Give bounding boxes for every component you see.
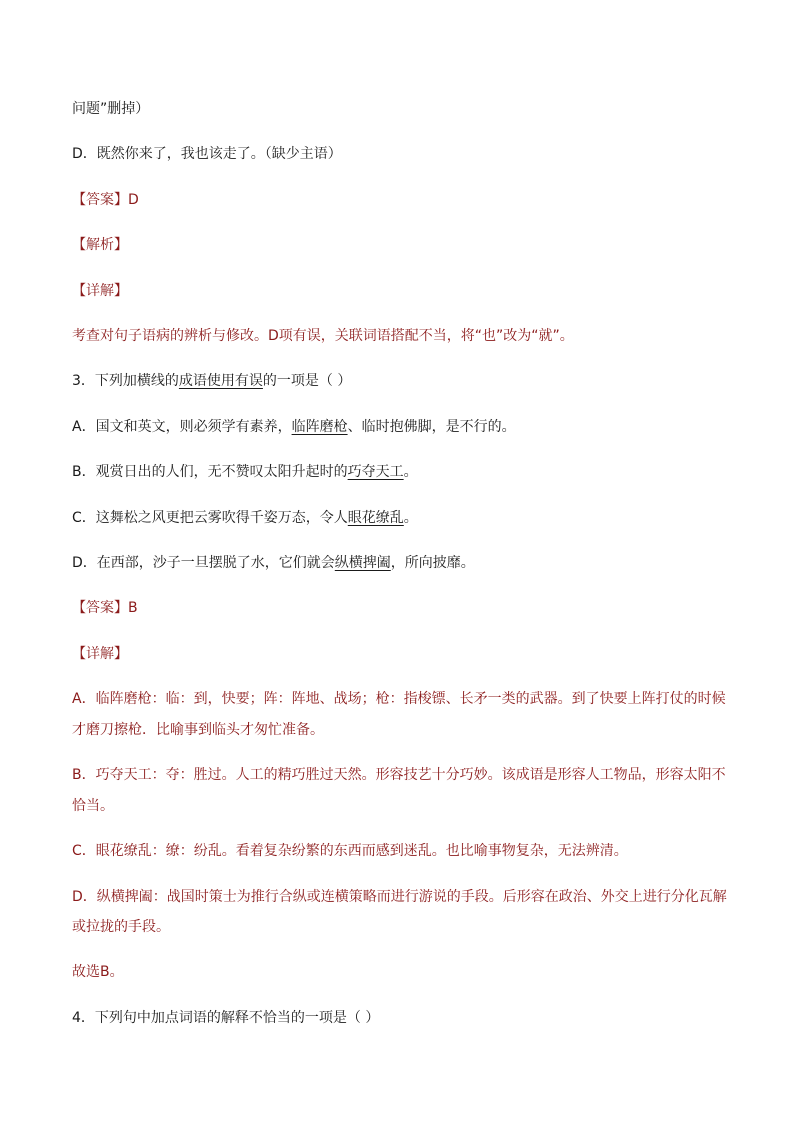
q3-exp-d-line1: D．纵横捭阖：战国时策士为推行合纵或连横策略而进行游说的手段。后形容在政治、外交上进行分化瓦解 xyxy=(72,889,727,905)
q3-stem xyxy=(72,370,351,392)
q3-option-d xyxy=(72,552,475,574)
q3-exp-b-line2: 恰当。 xyxy=(72,798,114,814)
q3-exp-d-line2: 或拉拢的手段。 xyxy=(72,919,170,935)
q3-option-a-post: 、临时抱佛脚，是不行的。 xyxy=(347,419,516,435)
q3-option-d-pre: D．在西部，沙子一旦摆脱了水，它们就会 xyxy=(72,555,335,571)
q2-detail-text: 考查对句子语病的辨析与修改。D项有误，关联词语搭配不当，将“也”改为“就”。 xyxy=(72,328,574,344)
q3-option-b xyxy=(72,461,418,483)
answer-value: D xyxy=(128,192,139,208)
q3-option-d-post: ，所向披靡。 xyxy=(390,555,475,571)
detail-label: 【详解】 xyxy=(72,283,128,299)
q3-conclusion: 故选B。 xyxy=(72,964,124,980)
q3-exp-a-line2: 才磨刀擦枪．比喻事到临头才匆忙准备。 xyxy=(72,722,324,738)
q2-answer xyxy=(72,189,139,211)
q3-option-b-pre: B．观赏日出的人们，无不赞叹太阳升起时的 xyxy=(72,464,348,480)
q3-option-c-post: 。 xyxy=(403,510,418,526)
q2-option-d: D．既然你来了，我也该走了。（缺少主语） xyxy=(72,146,342,162)
q3-option-d-idiom: 纵横捭阖 xyxy=(334,555,391,571)
detail-label: 【详解】 xyxy=(72,646,128,662)
analysis-label: 【解析】 xyxy=(72,237,128,253)
q3-option-b-post: 。 xyxy=(403,464,418,480)
q3-option-b-idiom: 巧夺天工 xyxy=(347,464,404,480)
q3-exp-b-line1: B．巧夺天工：夺：胜过。人工的精巧胜过天然。形容技艺十分巧妙。该成语是形容人工物品，形容太阳不 xyxy=(72,767,726,783)
q2-continuation: 问题”删掉） xyxy=(72,101,150,117)
q3-stem-post: 的一项是（ ） xyxy=(262,373,352,389)
q3-option-a-pre: A．国文和英文，则必须学有素养， xyxy=(72,419,292,435)
answer-value: B xyxy=(128,600,138,616)
q3-exp-c-line1: C．眼花缭乱：缭：纷乱。看着复杂纷繁的东西而感到迷乱。也比喻事物复杂，无法辨清。 xyxy=(72,843,628,859)
answer-label: 【答案】 xyxy=(72,600,128,616)
q3-exp-a-line1: A．临阵磨枪：临：到，快要；阵：阵地、战场；枪：指梭镖、长矛一类的武器。到了快要上阵打仗的时候 xyxy=(72,691,726,707)
q3-stem-pre: 3．下列加横线的 xyxy=(72,373,179,389)
q3-answer xyxy=(72,597,138,619)
q3-option-c-pre: C．这舞松之风更把云雾吹得千姿万态，令人 xyxy=(72,510,348,526)
q3-option-a xyxy=(72,416,516,438)
q3-option-a-idiom: 临阵磨枪 xyxy=(291,419,348,435)
q3-option-c xyxy=(72,507,418,529)
q3-option-c-idiom: 眼花缭乱 xyxy=(347,510,404,526)
q4-stem: 4．下列句中加点词语的解释不恰当的一项是（ ） xyxy=(72,1010,380,1026)
q3-stem-underlined: 成语使用有误 xyxy=(178,373,263,389)
answer-label: 【答案】 xyxy=(72,192,128,208)
